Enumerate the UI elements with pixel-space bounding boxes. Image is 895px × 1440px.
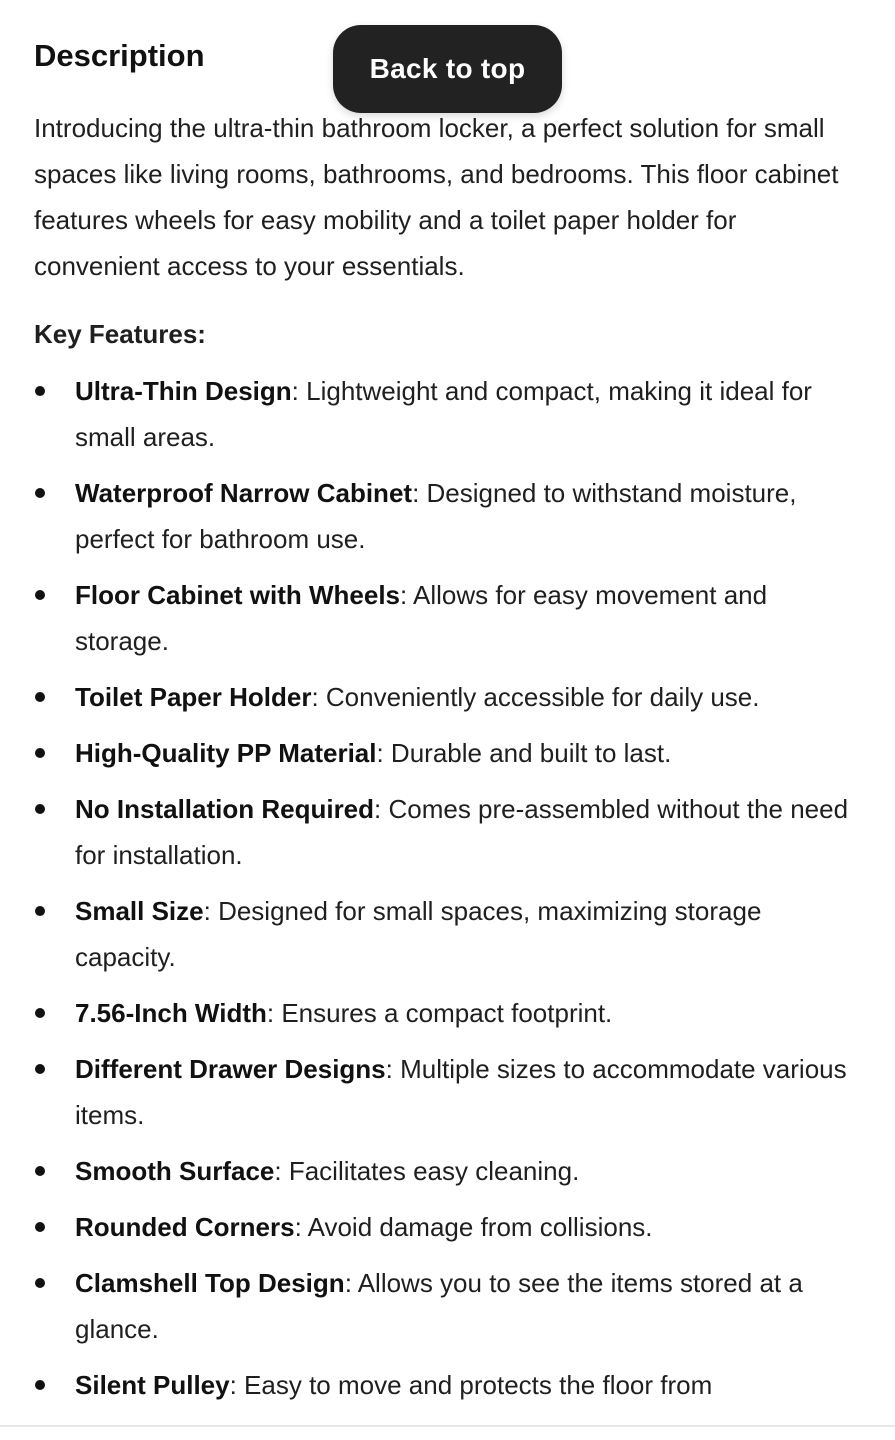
bullet-icon (35, 488, 45, 498)
feature-name: Toilet Paper Holder (75, 682, 312, 712)
feature-description: : Facilitates easy cleaning. (274, 1156, 580, 1186)
bullet-icon (35, 692, 45, 702)
feature-description: : Comes pre-assembled without the need for installation. (75, 794, 849, 870)
feature-list-item (0, 1362, 895, 1408)
feature-description: : Allows for easy movement and storage. (75, 580, 768, 656)
feature-name: Waterproof Narrow Cabinet (75, 478, 413, 508)
feature-description: : Multiple sizes to accommodate various items. (75, 1054, 847, 1130)
feature-list-item (0, 470, 895, 562)
feature-name: No Installation Required (75, 794, 375, 824)
bullet-icon (35, 1278, 45, 1288)
bullet-icon (35, 804, 45, 814)
feature-name: Ultra-Thin Design (75, 376, 292, 406)
feature-description: : Ensures a compact footprint. (266, 998, 613, 1028)
feature-list-item (0, 674, 895, 720)
feature-name: Different Drawer Designs (75, 1054, 386, 1084)
feature-name: Rounded Corners (75, 1212, 295, 1242)
feature-list-item (0, 888, 895, 980)
feature-list-item (0, 1204, 895, 1250)
feature-list-item (0, 730, 895, 776)
feature-list-item (0, 572, 895, 664)
feature-name: 7.56-Inch Width (75, 998, 267, 1028)
feature-name: High-Quality PP Material (75, 738, 377, 768)
back-to-top-button[interactable]: Back to top (333, 25, 562, 113)
bullet-icon (35, 1166, 45, 1176)
description-heading: Description (34, 38, 205, 73)
feature-description: : Avoid damage from collisions. (294, 1212, 653, 1242)
bullet-icon (35, 1008, 45, 1018)
product-intro-text: Introducing the ultra-thin bathroom locker, a perfect solution for small spaces like living rooms, bathrooms, and bedrooms. This floor cabinet features wheels for easy mobility and a toilet paper holder for convenient access to your essentials. (34, 113, 839, 281)
key-features-heading: Key Features: (34, 319, 206, 349)
bullet-icon (35, 1222, 45, 1232)
feature-name: Clamshell Top Design (75, 1268, 345, 1298)
feature-list-item (0, 1260, 895, 1352)
feature-description: : Designed to withstand moisture, perfect for bathroom use. (75, 478, 797, 554)
feature-name: Silent Pulley (75, 1370, 230, 1400)
feature-list-item (0, 786, 895, 878)
feature-description: : Designed for small spaces, maximizing storage capacity. (75, 896, 762, 972)
feature-description: : Durable and built to last. (376, 738, 672, 768)
feature-name: Floor Cabinet with Wheels (75, 580, 401, 610)
bullet-icon (35, 590, 45, 600)
feature-name: Smooth Surface (75, 1156, 275, 1186)
bottom-divider (0, 1425, 895, 1427)
feature-list-item (0, 1148, 895, 1194)
bullet-icon (35, 386, 45, 396)
feature-name: Small Size (75, 896, 204, 926)
key-features-list (0, 368, 895, 1418)
feature-list-item (0, 1046, 895, 1138)
feature-list-item (0, 368, 895, 460)
feature-list-item (0, 990, 895, 1036)
feature-description: : Lightweight and compact, making it ideal for small areas. (75, 376, 812, 452)
feature-description: : Conveniently accessible for daily use. (311, 682, 760, 712)
feature-description: : Easy to move and protects the floor from (229, 1370, 713, 1400)
bullet-icon (35, 906, 45, 916)
bullet-icon (35, 748, 45, 758)
feature-description: : Allows you to see the items stored at a glance. (75, 1268, 803, 1344)
bullet-icon (35, 1380, 45, 1390)
bullet-icon (35, 1064, 45, 1074)
